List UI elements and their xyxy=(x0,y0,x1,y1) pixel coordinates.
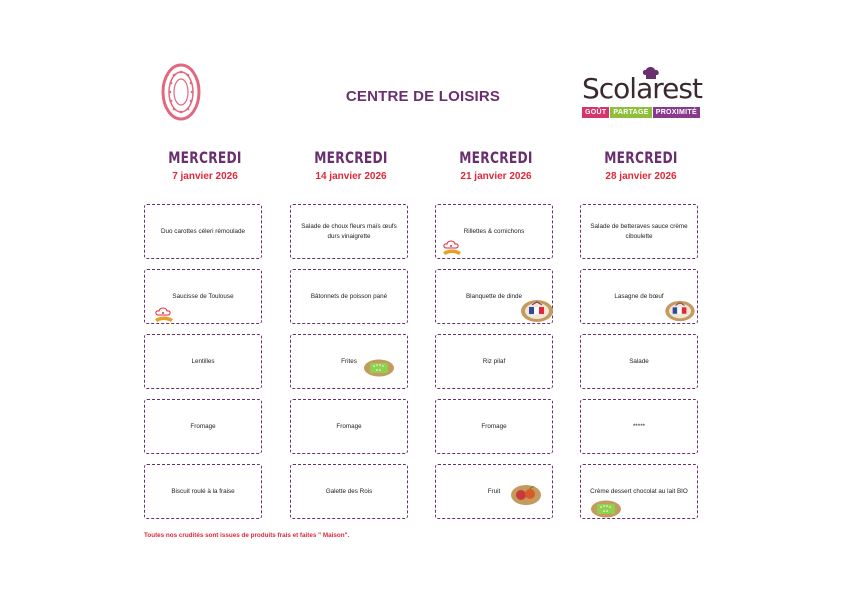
menu-item-label: Salade xyxy=(629,357,649,365)
menu-item-label: Salade de betteraves sauce crème ciboulette xyxy=(590,222,688,240)
menu-item xyxy=(580,334,698,389)
menu-item-label: ***** xyxy=(632,422,646,430)
fruit-icon xyxy=(510,484,542,506)
day-name: MERCREDI xyxy=(459,148,533,167)
day-column-3 xyxy=(435,148,557,182)
bio-icon xyxy=(363,359,395,377)
stamp-logo-icon xyxy=(161,63,201,121)
viande-francaise-icon xyxy=(664,300,696,322)
menu-item-label: Frites xyxy=(341,357,357,365)
fait-maison-icon xyxy=(441,237,463,257)
menu-item-label: Salade de choux fleurs maïs œufs durs vinaigrette xyxy=(301,222,397,240)
day-date: 21 janvier 2026 xyxy=(460,171,532,182)
fait-maison-icon xyxy=(153,305,175,323)
day-name: MERCREDI xyxy=(168,148,242,167)
menu-item xyxy=(290,204,408,259)
day-date: 14 janvier 2026 xyxy=(315,171,387,182)
brand-logo xyxy=(580,66,700,120)
menu-item-label: Galette des Rois xyxy=(325,487,373,495)
footnote: Toutes nos crudités sont issues de produits frais et faites " Maison". xyxy=(144,532,350,539)
tagline-partage: PARTAGE xyxy=(610,107,651,118)
day-name: MERCREDI xyxy=(604,148,678,167)
day-column-1 xyxy=(144,148,266,182)
menu-item-label: Saucisse de Toulouse xyxy=(172,292,234,300)
menu-item-label: Rillettes & cornichons xyxy=(463,227,525,235)
bio-icon xyxy=(590,500,622,518)
menu-item-label: Fromage xyxy=(336,422,362,430)
menu-item xyxy=(435,399,553,454)
menu-item xyxy=(144,399,262,454)
menu-item-label: Fruit xyxy=(487,487,501,495)
menu-item xyxy=(580,204,698,259)
tagline-proximite: PROXIMITÉ xyxy=(653,107,700,118)
menu-item xyxy=(144,334,262,389)
day-column-2 xyxy=(290,148,412,182)
brand-tagline xyxy=(582,107,700,118)
menu-item xyxy=(144,464,262,519)
day-column-4 xyxy=(580,148,702,182)
page-title: CENTRE DE LOISIRS xyxy=(345,88,501,105)
tagline-gout: GOÛT xyxy=(582,107,609,118)
viande-francaise-icon xyxy=(520,299,554,323)
menu-item-label: Crème dessert chocolat au lait BIO xyxy=(590,487,688,495)
menu-item xyxy=(290,399,408,454)
menu-item xyxy=(290,269,408,324)
menu-item-label: Blanquette de dinde xyxy=(465,292,523,300)
menu-item xyxy=(290,464,408,519)
menu-item-label: Bâtonnets de poisson pané xyxy=(310,292,388,300)
menu-item-label: Duo carottes céleri rémoulade xyxy=(161,227,245,235)
day-name: MERCREDI xyxy=(314,148,388,167)
brand-name: Scolarest xyxy=(582,72,702,105)
menu-item-label: Lentilles xyxy=(191,357,215,365)
menu-item-label: Biscuit roulé à la fraise xyxy=(171,487,235,495)
menu-item xyxy=(580,399,698,454)
day-date: 7 janvier 2026 xyxy=(172,171,238,182)
menu-item-label: Riz pilaf xyxy=(482,357,506,365)
menu-item xyxy=(435,334,553,389)
menu-item-label: Fromage xyxy=(481,422,507,430)
menu-item xyxy=(144,204,262,259)
day-date: 28 janvier 2026 xyxy=(605,171,677,182)
menu-item-label: Fromage xyxy=(190,422,216,430)
menu-item-label: Lasagne de bœuf xyxy=(614,292,664,300)
